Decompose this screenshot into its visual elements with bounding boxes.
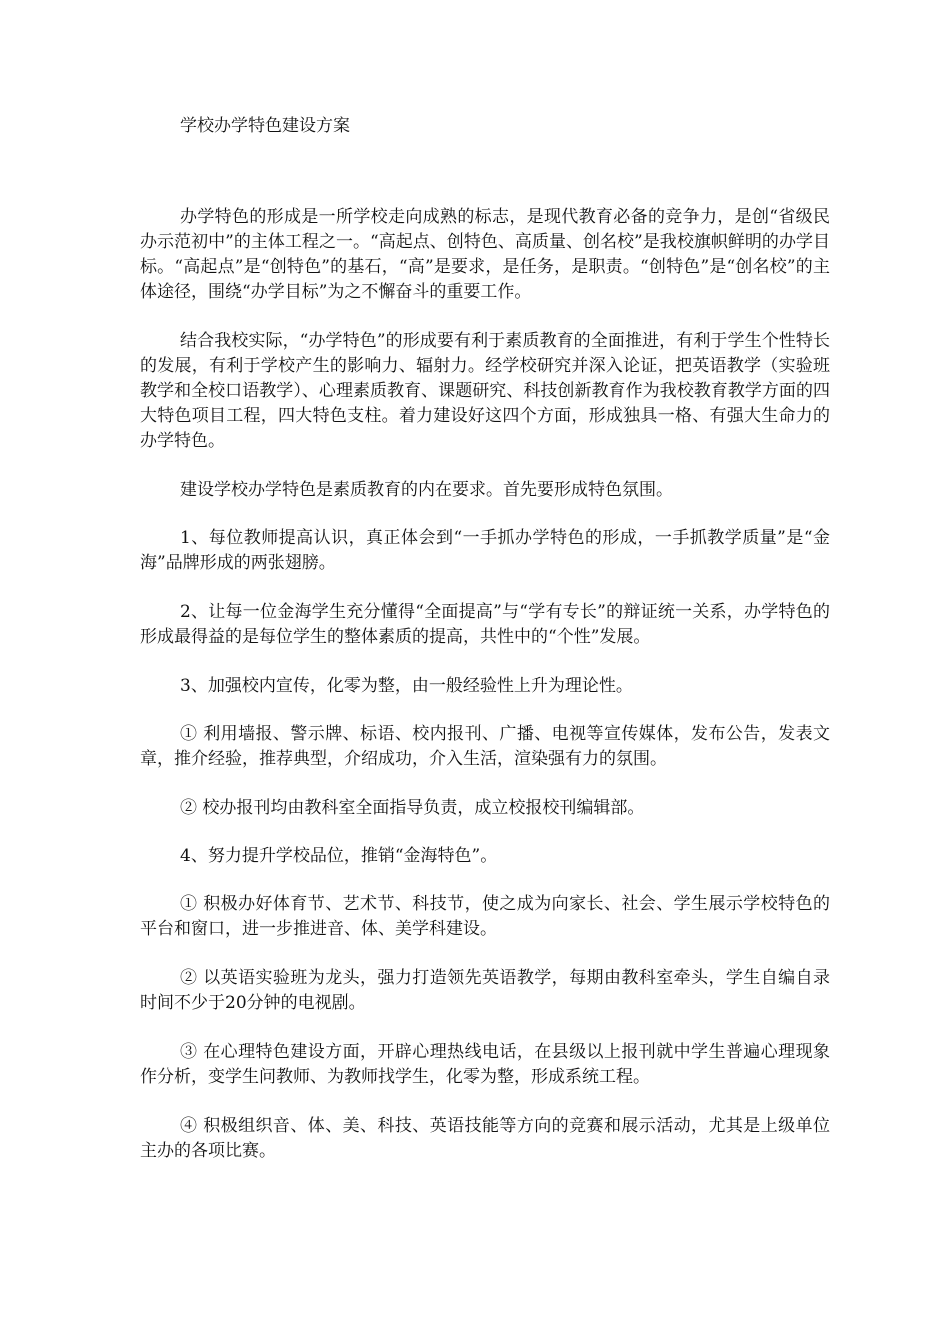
paragraph-item-4-sub-4: ④ 积极组织音、体、美、科技、英语技能等方向的竞赛和展示活动，尤其是上级单位主办的各项比赛。	[140, 1116, 830, 1161]
document-title: 学校办学特色建设方案	[180, 116, 350, 136]
paragraph-item-3: 3、加强校内宣传，化零为整，由一般经验性上升为理论性。	[180, 676, 633, 696]
document-body	[140, 205, 830, 1188]
paragraph-item-2: 2、让每一位金海学生充分懂得“全面提高”与“学有专长”的辩证统一关系，办学特色的形成最得益的是每位学生的整体素质的提高，共性中的“个性”发展。	[140, 602, 830, 647]
paragraph-item-4-sub-1: ① 积极办好体育节、艺术节、科技节，使之成为向家长、社会、学生展示学校特色的平台和窗口，进一步推进音、体、美学科建设。	[140, 894, 830, 939]
paragraph-item-4-sub-3: ③ 在心理特色建设方面，开辟心理热线电话，在县级以上报刊就中学生普遍心理现象作分析，变学生问教师、为教师找学生，化零为整，形成系统工程。	[140, 1042, 830, 1087]
paragraph-item-3-sub-2: ② 校办报刊均由教科室全面指导负责，成立校报校刊编辑部。	[180, 798, 645, 818]
paragraph-item-1: 1、每位教师提高认识，真正体会到“一手抓办学特色的形成，一手抓教学质量”是“金海”品牌形成的两张翅膀。	[140, 528, 830, 573]
paragraph-item-4: 4、努力提升学校品位，推销“金海特色”。	[180, 846, 498, 866]
paragraph-intro: 办学特色的形成是一所学校走向成熟的标志，是现代教育必备的竞争力，是创“省级民办示范初中”的主体工程之一。“高起点、创特色、高质量、创名校”是我校旗帜鲜明的办学目标。“高起点”是“创特色”的基石，“高”是要求，是任务，是职责。“创特色”是“创名校”的主体途径，围绕“办学目标”为之不懈奋斗的重要工作。	[140, 207, 830, 302]
paragraph-item-3-sub-1: ① 利用墙报、警示牌、标语、校内报刊、广播、电视等宣传媒体，发布公告，发表文章，推介经验，推荐典型，介绍成功，介入生活，渲染强有力的氛围。	[140, 724, 830, 769]
paragraph-school-practice: 结合我校实际，“办学特色”的形成要有利于素质教育的全面推进，有利于学生个性特长的发展，有利于学校产生的影响力、辐射力。经学校研究并深入论证，把英语教学（实验班教学和全校口语教学）、心理素质教育、课题研究、科技创新教育作为我校教育教学方面的四大特色项目工程，四大特色支柱。着力建设好这四个方面，形成独具一格、有强大生命力的办学特色。	[140, 331, 830, 451]
paragraph-item-4-sub-2: ② 以英语实验班为龙头，强力打造领先英语教学，每期由教科室牵头，学生自编自录时间不少于20分钟的电视剧。	[140, 968, 830, 1013]
paragraph-requirement: 建设学校办学特色是素质教育的内在要求。首先要形成特色氛围。	[180, 480, 673, 500]
